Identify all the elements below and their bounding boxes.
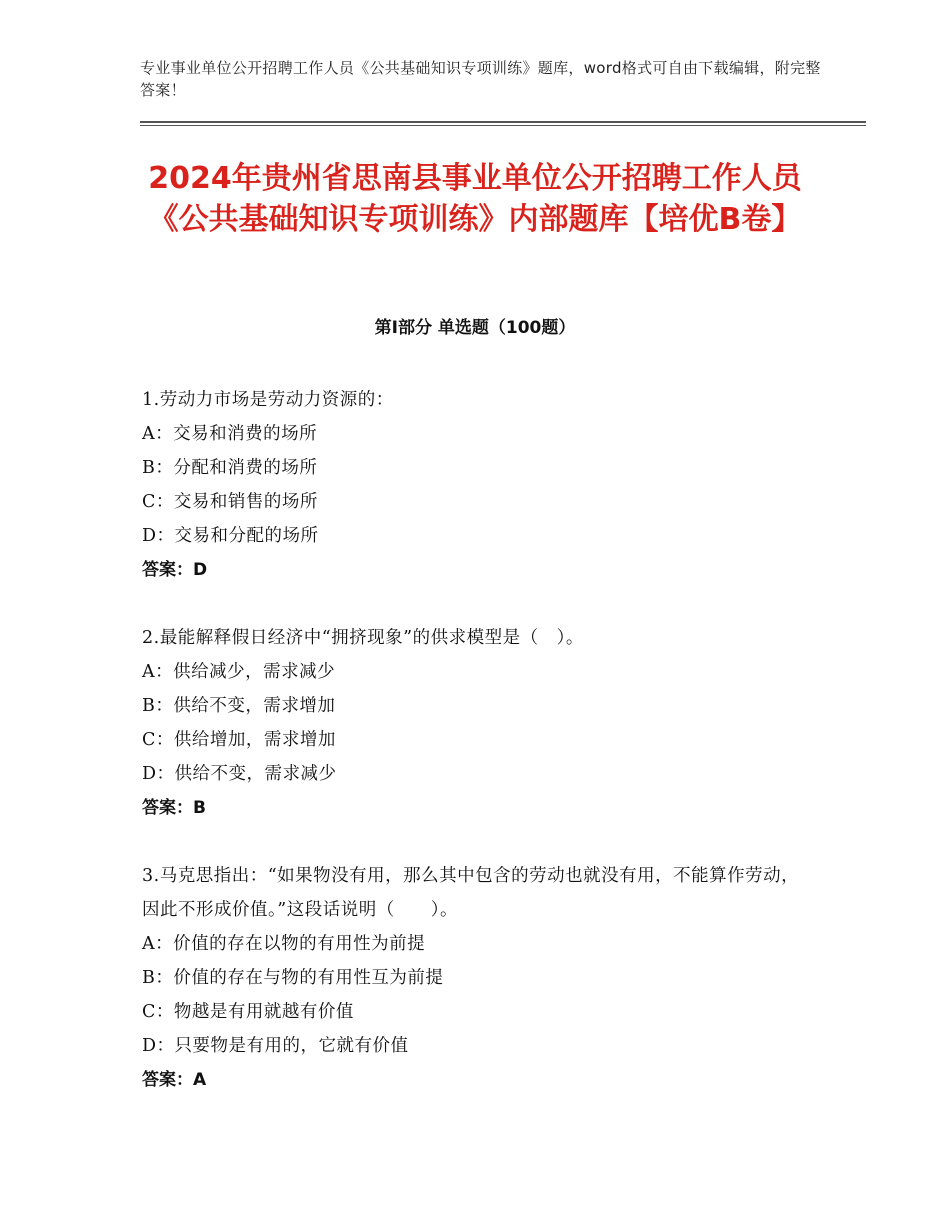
question-stem: 2.最能解释假日经济中“拥挤现象”的供求模型是（ ）。 bbox=[142, 628, 584, 648]
question-stem: 1.劳动力市场是劳动力资源的： bbox=[142, 390, 394, 410]
question-item bbox=[142, 621, 802, 825]
option-a: A：价值的存在以物的有用性为前提 bbox=[142, 934, 426, 954]
option-b: B：分配和消费的场所 bbox=[142, 458, 318, 478]
question-item bbox=[142, 383, 802, 587]
question-list bbox=[142, 383, 802, 1131]
option-c: C：物越是有用就越有价值 bbox=[142, 1002, 354, 1022]
answer-line: 答案：D bbox=[142, 560, 208, 580]
option-b: B：价值的存在与物的有用性互为前提 bbox=[142, 968, 444, 988]
answer-line: 答案：A bbox=[142, 1070, 207, 1090]
option-a: A：供给减少，需求减少 bbox=[142, 662, 336, 682]
question-stem: 3.马克思指出：“如果物没有用，那么其中包含的劳动也就没有用，不能算作劳动，因此不形成价值。”这段话说明（ ）。 bbox=[142, 866, 800, 920]
option-b: B：供给不变，需求增加 bbox=[142, 696, 336, 716]
header-divider-thick bbox=[140, 121, 866, 123]
option-a: A：交易和消费的场所 bbox=[142, 424, 318, 444]
option-d: D：供给不变，需求减少 bbox=[142, 764, 337, 784]
section-heading: 第Ⅰ部分 单选题（100题） bbox=[374, 318, 576, 338]
document-header-note: 专业事业单位公开招聘工作人员《公共基础知识专项训练》题库，word格式可自由下载编辑，附完整答案！ bbox=[140, 59, 821, 99]
option-c: C：交易和销售的场所 bbox=[142, 492, 318, 512]
answer-line: 答案：B bbox=[142, 798, 206, 818]
option-d: D：只要物是有用的，它就有价值 bbox=[142, 1036, 409, 1056]
option-d: D：交易和分配的场所 bbox=[142, 526, 319, 546]
document-title: 2024年贵州省思南县事业单位公开招聘工作人员《公共基础知识专项训练》内部题库【培优B卷】 bbox=[148, 161, 802, 237]
question-item bbox=[142, 859, 802, 1097]
option-c: C：供给增加，需求增加 bbox=[142, 730, 336, 750]
header-divider-thin bbox=[140, 125, 866, 126]
